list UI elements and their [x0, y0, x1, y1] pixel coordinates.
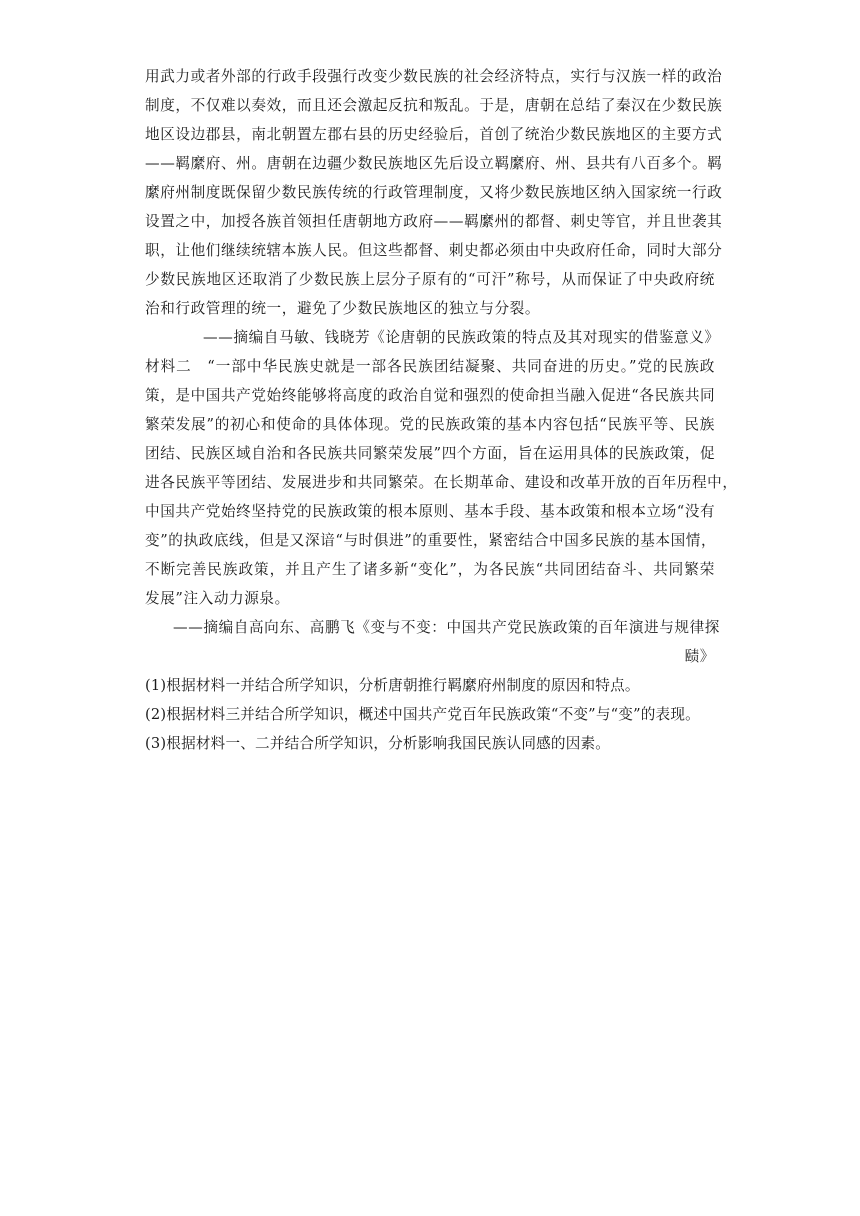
material1-line: 职，让他们继续统辖本族人民。但这些都督、刺史都必须由中央政府任命，同时大部分 — [145, 242, 723, 259]
document-page — [145, 62, 738, 758]
material2-line: 进各民族平等团结、发展进步和共同繁荣。在长期革命、建设和改革开放的百年历程中， — [145, 474, 738, 491]
material2-line: 策，是中国共产党始终能够将高度的政治自觉和强烈的使命担当融入促进“各民族共同 — [145, 387, 716, 404]
material2-passage — [145, 352, 738, 613]
material1-line: 设置之中，加授各族首领担任唐朝地方政府——羁縻州的都督、刺史等官，并且世袭其 — [145, 213, 723, 230]
material2-line: 繁荣发展”的初心和使命的具体体现。党的民族政策的基本内容包括“民族平等、民族 — [145, 416, 715, 433]
material2-line: 不断完善民族政策，并且产生了诸多新“变化”，为各民族“共同团结奋斗、共同繁荣 — [145, 561, 715, 578]
material2-line: 发展”注入动力源泉。 — [145, 590, 290, 607]
material2-line: 团结、民族区域自治和各民族共同繁荣发展”四个方面，旨在运用具体的民族政策，促 — [145, 445, 716, 462]
material2-source-continued: 赜》 — [684, 648, 715, 665]
material1-passage — [145, 62, 723, 323]
material1-line: 少数民族地区还取消了少数民族上层分子原有的“可汗”称号，从而保证了中央政府统 — [145, 271, 715, 288]
material2-source: ——摘编自高向东、高鹏飞《变与不变：中国共产党民族政策的百年演进与规律探 — [173, 619, 720, 636]
question-1: (1)根据材料一并结合所学知识，分析唐朝推行羁縻府州制度的原因和特点。 — [145, 677, 640, 694]
question-2: (2)根据材料三并结合所学知识，概述中国共产党百年民族政策“不变”与“变”的表现。 — [145, 706, 700, 723]
material1-line: 縻府州制度既保留少数民族传统的行政管理制度，又将少数民族地区纳入国家统一行政 — [145, 184, 723, 201]
material1-line: 用武力或者外部的行政手段强行改变少数民族的社会经济特点，实行与汉族一样的政治 — [145, 68, 723, 85]
material2-line: 材料二 “一部中华民族史就是一部各民族团结凝聚、共同奋进的历史。”党的民族政 — [145, 358, 715, 375]
material1-source: ——摘编自马敏、钱晓芳《论唐朝的民族政策的特点及其对现实的借鉴意义》 — [203, 329, 720, 346]
material2-line: 变”的执政底线，但是又深谙“与时俱进”的重要性，紧密结合中国多民族的基本国情， — [145, 532, 717, 549]
question-3: (3)根据材料一、二并结合所学知识，分析影响我国民族认同感的因素。 — [145, 735, 611, 752]
material2-line: 中国共产党始终坚持党的民族政策的根本原则、基本手段、基本政策和根本立场“没有 — [145, 503, 716, 520]
questions-list — [145, 671, 715, 758]
material1-line: 制度，不仅难以奏效，而且还会激起反抗和叛乱。于是，唐朝在总结了秦汉在少数民族 — [145, 97, 723, 114]
material1-line: ——羁縻府、州。唐朝在边疆少数民族地区先后设立羁縻府、州、县共有八百多个。羁 — [145, 155, 723, 172]
material1-line: 治和行政管理的统一，避免了少数民族地区的独立与分裂。 — [145, 300, 541, 317]
material1-line: 地区设边郡县，南北朝置左郡右县的历史经验后，首创了统治少数民族地区的主要方式 — [145, 126, 723, 143]
